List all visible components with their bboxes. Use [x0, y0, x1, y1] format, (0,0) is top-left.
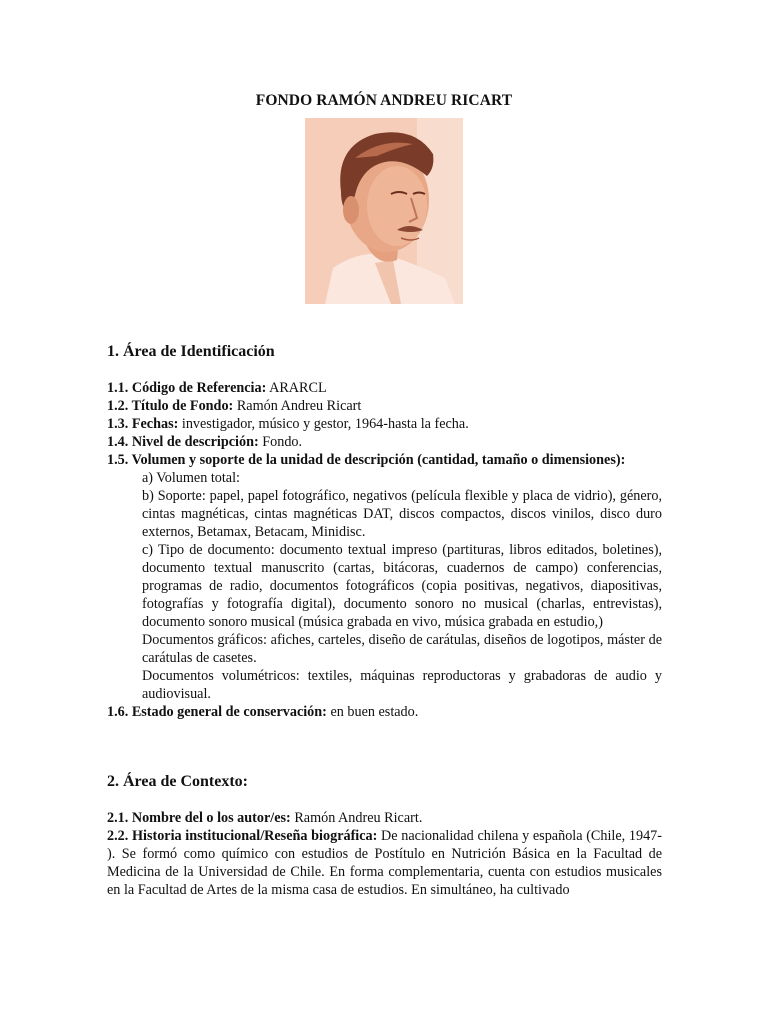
item-2-2-value: De nacionalidad chilena y española (Chile, 1947- ). Se formó como químico con estudios de Postítulo en Nutrición Básica en la Facultad de Medicina de la Universidad de Chile. En forma complementaria, cuenta con estudios musicales en la Facultad de Artes de la misma casa de estudios. En simultáneo, ha cultivado: [107, 828, 663, 898]
identification-area: [107, 379, 662, 721]
item-1-2: [107, 397, 662, 415]
item-1-6-value: en buen estado.: [326, 704, 419, 720]
item-2-1-value: Ramón Andreu Ricart.: [290, 810, 423, 826]
item-1-4-value: Fondo.: [258, 434, 303, 450]
portrait-photo: [305, 118, 463, 304]
item-2-2: [107, 827, 662, 899]
context-area: [107, 809, 662, 899]
item-1-3-label: 1.3. Fechas:: [107, 416, 179, 432]
portrait-illustration: [305, 118, 463, 304]
item-2-2-label: 2.2. Historia institucional/Reseña biográfica:: [107, 828, 378, 844]
item-1-4: [107, 433, 662, 451]
item-1-6-label: 1.6. Estado general de conservación:: [107, 704, 327, 720]
item-1-6: [107, 703, 662, 721]
section-1-heading: 1. Área de Identificación: [107, 343, 275, 360]
item-1-5: [107, 451, 662, 469]
item-2-1: [107, 809, 662, 827]
document-title: FONDO RAMÓN ANDREU RICART: [255, 92, 513, 109]
volume-c: c) Tipo de documento: documento textual impreso (partituras, libros editados, boletines), documento textual manuscrito (cartas, bitácoras, cuadernos de campo) conferencias, programas de radio, documentos fotográficos (copia positivas, negativos, diapositivas, fotografías y fotografía digital), documento sonoro no musical (charlas, entrevistas), documento sonoro musical (música grabada en vivo, música grabada en estudio,): [142, 542, 662, 630]
volume-b: b) Soporte: papel, papel fotográfico, negativos (película flexible y placa de vidrio), género, cintas magnéticas, cintas magnéticas DAT, discos compactos, discos vinilos, disco duro externos, Betamax, Betacam, Minidisc.: [142, 488, 662, 540]
item-1-5-label: 1.5. Volumen y soporte de la unidad de descripción (cantidad, tamaño o dimensiones):: [107, 452, 626, 468]
item-1-3-value: investigador, músico y gestor, 1964-hasta la fecha.: [178, 416, 469, 432]
item-1-1: [107, 379, 662, 397]
volume-a: a) Volumen total:: [142, 470, 240, 486]
item-1-3: [107, 415, 662, 433]
item-1-2-value: Ramón Andreu Ricart: [233, 398, 362, 414]
item-1-1-value: ARARCL: [266, 380, 327, 396]
documentos-volumetricos: Documentos volumétricos: textiles, máquinas reproductoras y grabadoras de audio y audiovisual.: [142, 668, 662, 702]
section-2-heading: 2. Área de Contexto:: [107, 773, 249, 790]
item-1-4-label: 1.4. Nivel de descripción:: [107, 434, 259, 450]
item-2-1-label: 2.1. Nombre del o los autor/es:: [107, 810, 291, 826]
item-1-1-label: 1.1. Código de Referencia:: [107, 380, 267, 396]
documentos-graficos: Documentos gráficos: afiches, carteles, diseño de carátulas, diseños de logotipos, máster de carátulas de casetes.: [142, 632, 662, 666]
item-1-2-label: 1.2. Título de Fondo:: [107, 398, 234, 414]
